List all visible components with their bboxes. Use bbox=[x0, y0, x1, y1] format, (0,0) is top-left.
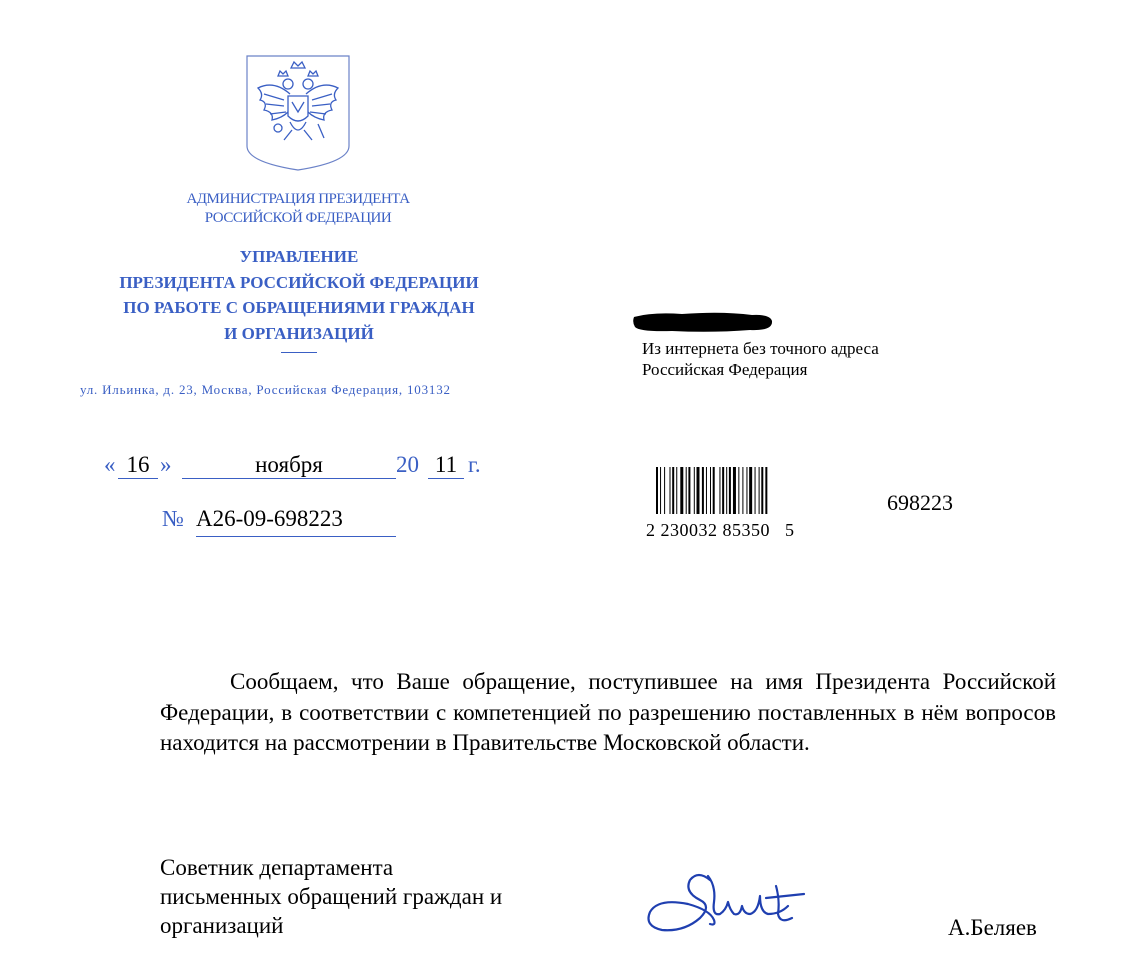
handwritten-signature bbox=[640, 866, 840, 946]
barcode-bar bbox=[697, 467, 700, 514]
signer-position bbox=[160, 853, 580, 940]
barcode bbox=[656, 467, 812, 514]
letter-body: Сообщаем, что Ваше обращение, поступившее на имя Президента Российской Федерации, в соответствии с компетенцией по разрешению поставленных в нём вопросов находится на рассмотрении в Правительстве Московской области. bbox=[160, 669, 1056, 755]
barcode-bar bbox=[656, 467, 658, 514]
barcode-bar bbox=[733, 467, 736, 514]
department-line: УПРАВЛЕНИЕ bbox=[239, 247, 359, 266]
barcode-bar bbox=[670, 467, 671, 514]
administration-header bbox=[150, 190, 446, 228]
redaction-mark bbox=[632, 311, 774, 334]
barcode-bar bbox=[702, 467, 704, 514]
signer-name: А.Беляев bbox=[948, 915, 1037, 940]
barcode-bar bbox=[694, 467, 695, 514]
barcode-bar bbox=[749, 467, 752, 514]
barcode-bar bbox=[686, 467, 687, 514]
administration-line: АДМИНИСТРАЦИЯ ПРЕЗИДЕНТА bbox=[186, 191, 410, 207]
barcode-bar bbox=[660, 467, 661, 514]
date-quote-open: « bbox=[104, 452, 116, 477]
recipient-line: Российская Федерация bbox=[642, 360, 808, 379]
barcode-bar bbox=[742, 467, 743, 514]
department-line: ПО РАБОТЕ С ОБРАЩЕНИЯМИ ГРАЖДАН bbox=[123, 298, 475, 317]
barcode-bar bbox=[672, 467, 674, 514]
barcode-bar bbox=[729, 467, 731, 514]
barcode-bar bbox=[680, 467, 683, 514]
signer-position-line: организаций bbox=[160, 913, 284, 938]
barcode-bar bbox=[759, 467, 760, 514]
date-day: 16 bbox=[118, 452, 158, 479]
barcode-bar bbox=[676, 467, 677, 514]
registration-number: А26-09-698223 bbox=[196, 506, 396, 537]
barcode-bar bbox=[755, 467, 756, 514]
barcode-bar bbox=[726, 467, 727, 514]
signer-position-line: Советник департамента bbox=[160, 855, 394, 880]
barcode-bar bbox=[746, 467, 747, 514]
barcode-bar bbox=[664, 467, 665, 514]
coat-of-arms-emblem bbox=[244, 54, 352, 172]
date-month: ноября bbox=[182, 452, 396, 479]
barcode-bar bbox=[761, 467, 763, 514]
department-line: И ОРГАНИЗАЦИЙ bbox=[224, 323, 374, 343]
barcode-bar bbox=[719, 467, 720, 514]
header-divider bbox=[281, 352, 317, 353]
barcode-digits: 2 230032 85350 5 bbox=[646, 520, 795, 540]
date-quote-close: » bbox=[160, 452, 172, 477]
department-line: ПРЕЗИДЕНТА РОССИЙСКОЙ ФЕДЕРАЦИИ bbox=[119, 272, 479, 292]
date-century: 20 bbox=[396, 452, 419, 477]
date-year: 11 bbox=[428, 452, 464, 479]
barcode-bar bbox=[713, 467, 715, 514]
barcode-bar bbox=[765, 467, 767, 514]
barcode-bar bbox=[738, 467, 739, 514]
department-address: ул. Ильинка, д. 23, Москва, Российская Федерация, 103132 bbox=[80, 382, 451, 397]
barcode-bar bbox=[688, 467, 690, 514]
barcode-bar bbox=[722, 467, 724, 514]
number-sign: № bbox=[162, 506, 184, 531]
date-year-suffix: г. bbox=[468, 452, 481, 477]
signer-position-line: письменных обращений граждан и bbox=[160, 884, 503, 909]
department-header bbox=[88, 244, 510, 346]
document-number: 698223 bbox=[887, 490, 953, 515]
barcode-bar bbox=[710, 467, 711, 514]
administration-line: РОССИЙСКОЙ ФЕДЕРАЦИИ bbox=[204, 210, 392, 226]
barcode-bar bbox=[706, 467, 707, 514]
recipient-address bbox=[642, 338, 879, 380]
recipient-line: Из интернета без точного адреса bbox=[642, 339, 879, 358]
